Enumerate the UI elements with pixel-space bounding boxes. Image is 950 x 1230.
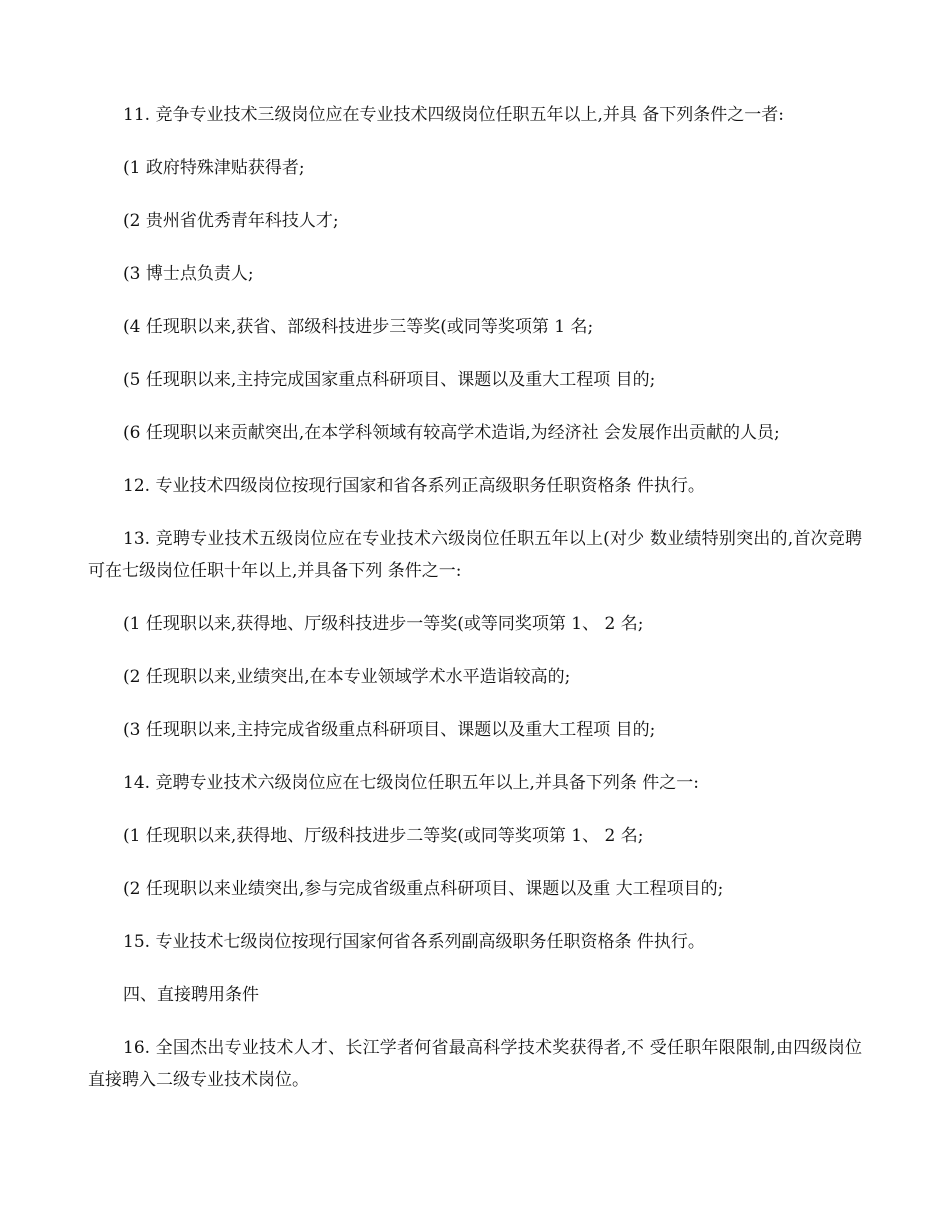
paragraph-12: 12. 专业技术四级岗位按现行国家和省各系列正高级职务任职资格条 件执行。 [123, 476, 705, 496]
paragraph-14-item-2: (2 任现职以来业绩突出,参与完成省级重点科研项目、课题以及重 大工程项目的; [123, 879, 724, 899]
paragraph-14-item-1: (1 任现职以来,获得地、厅级科技进步二等奖(或同等奖项第 1、 2 名; [123, 826, 644, 846]
paragraph-11-item-3: (3 博士点负责人; [123, 264, 254, 284]
paragraph-13-item-3: (3 任现职以来,主持完成省级重点科研项目、课题以及重大工程项 目的; [123, 720, 656, 740]
paragraph-14: 14. 竞聘专业技术六级岗位应在七级岗位任职五年以上,并具备下列条 件之一: [123, 773, 699, 793]
paragraph-11-item-2: (2 贵州省优秀青年科技人才; [123, 211, 339, 231]
paragraph-11-item-1: (1 政府特殊津贴获得者; [123, 158, 305, 178]
paragraph-13-item-1: (1 任现职以来,获得地、厅级科技进步一等奖(或等同奖项第 1、 2 名; [123, 614, 644, 634]
paragraph-11-item-4: (4 任现职以来,获省、部级科技进步三等奖(或同等奖项第 1 名; [123, 317, 594, 337]
section-heading-direct-hiring: 四、直接聘用条件 [123, 985, 259, 1005]
paragraph-13-item-2: (2 任现职以来,业绩突出,在本专业领域学术水平造诣较高的; [123, 667, 571, 687]
paragraph-15: 15. 专业技术七级岗位按现行国家何省各系列副高级职务任职资格条 件执行。 [123, 932, 705, 952]
paragraph-16: 16. 全国杰出专业技术人才、长江学者何省最高科学技术奖获得者,不 受任职年限限制,由四级岗位直接聘入二级专业技术岗位。 [88, 1038, 862, 1090]
paragraph-11-item-6: (6 任现职以来贡献突出,在本学科领域有较高学术造诣,为经济社 会发展作出贡献的人员; [123, 423, 780, 443]
paragraph-11: 11. 竞争专业技术三级岗位应在专业技术四级岗位任职五年以上,并具 备下列条件之一者: [123, 105, 784, 125]
paragraph-11-item-5: (5 任现职以来,主持完成国家重点科研项目、课题以及重大工程项 目的; [123, 370, 656, 390]
paragraph-13: 13. 竞聘专业技术五级岗位应在专业技术六级岗位任职五年以上(对少 数业绩特别突出的,首次竞聘可在七级岗位任职十年以上,并具备下列 条件之一: [88, 529, 862, 581]
